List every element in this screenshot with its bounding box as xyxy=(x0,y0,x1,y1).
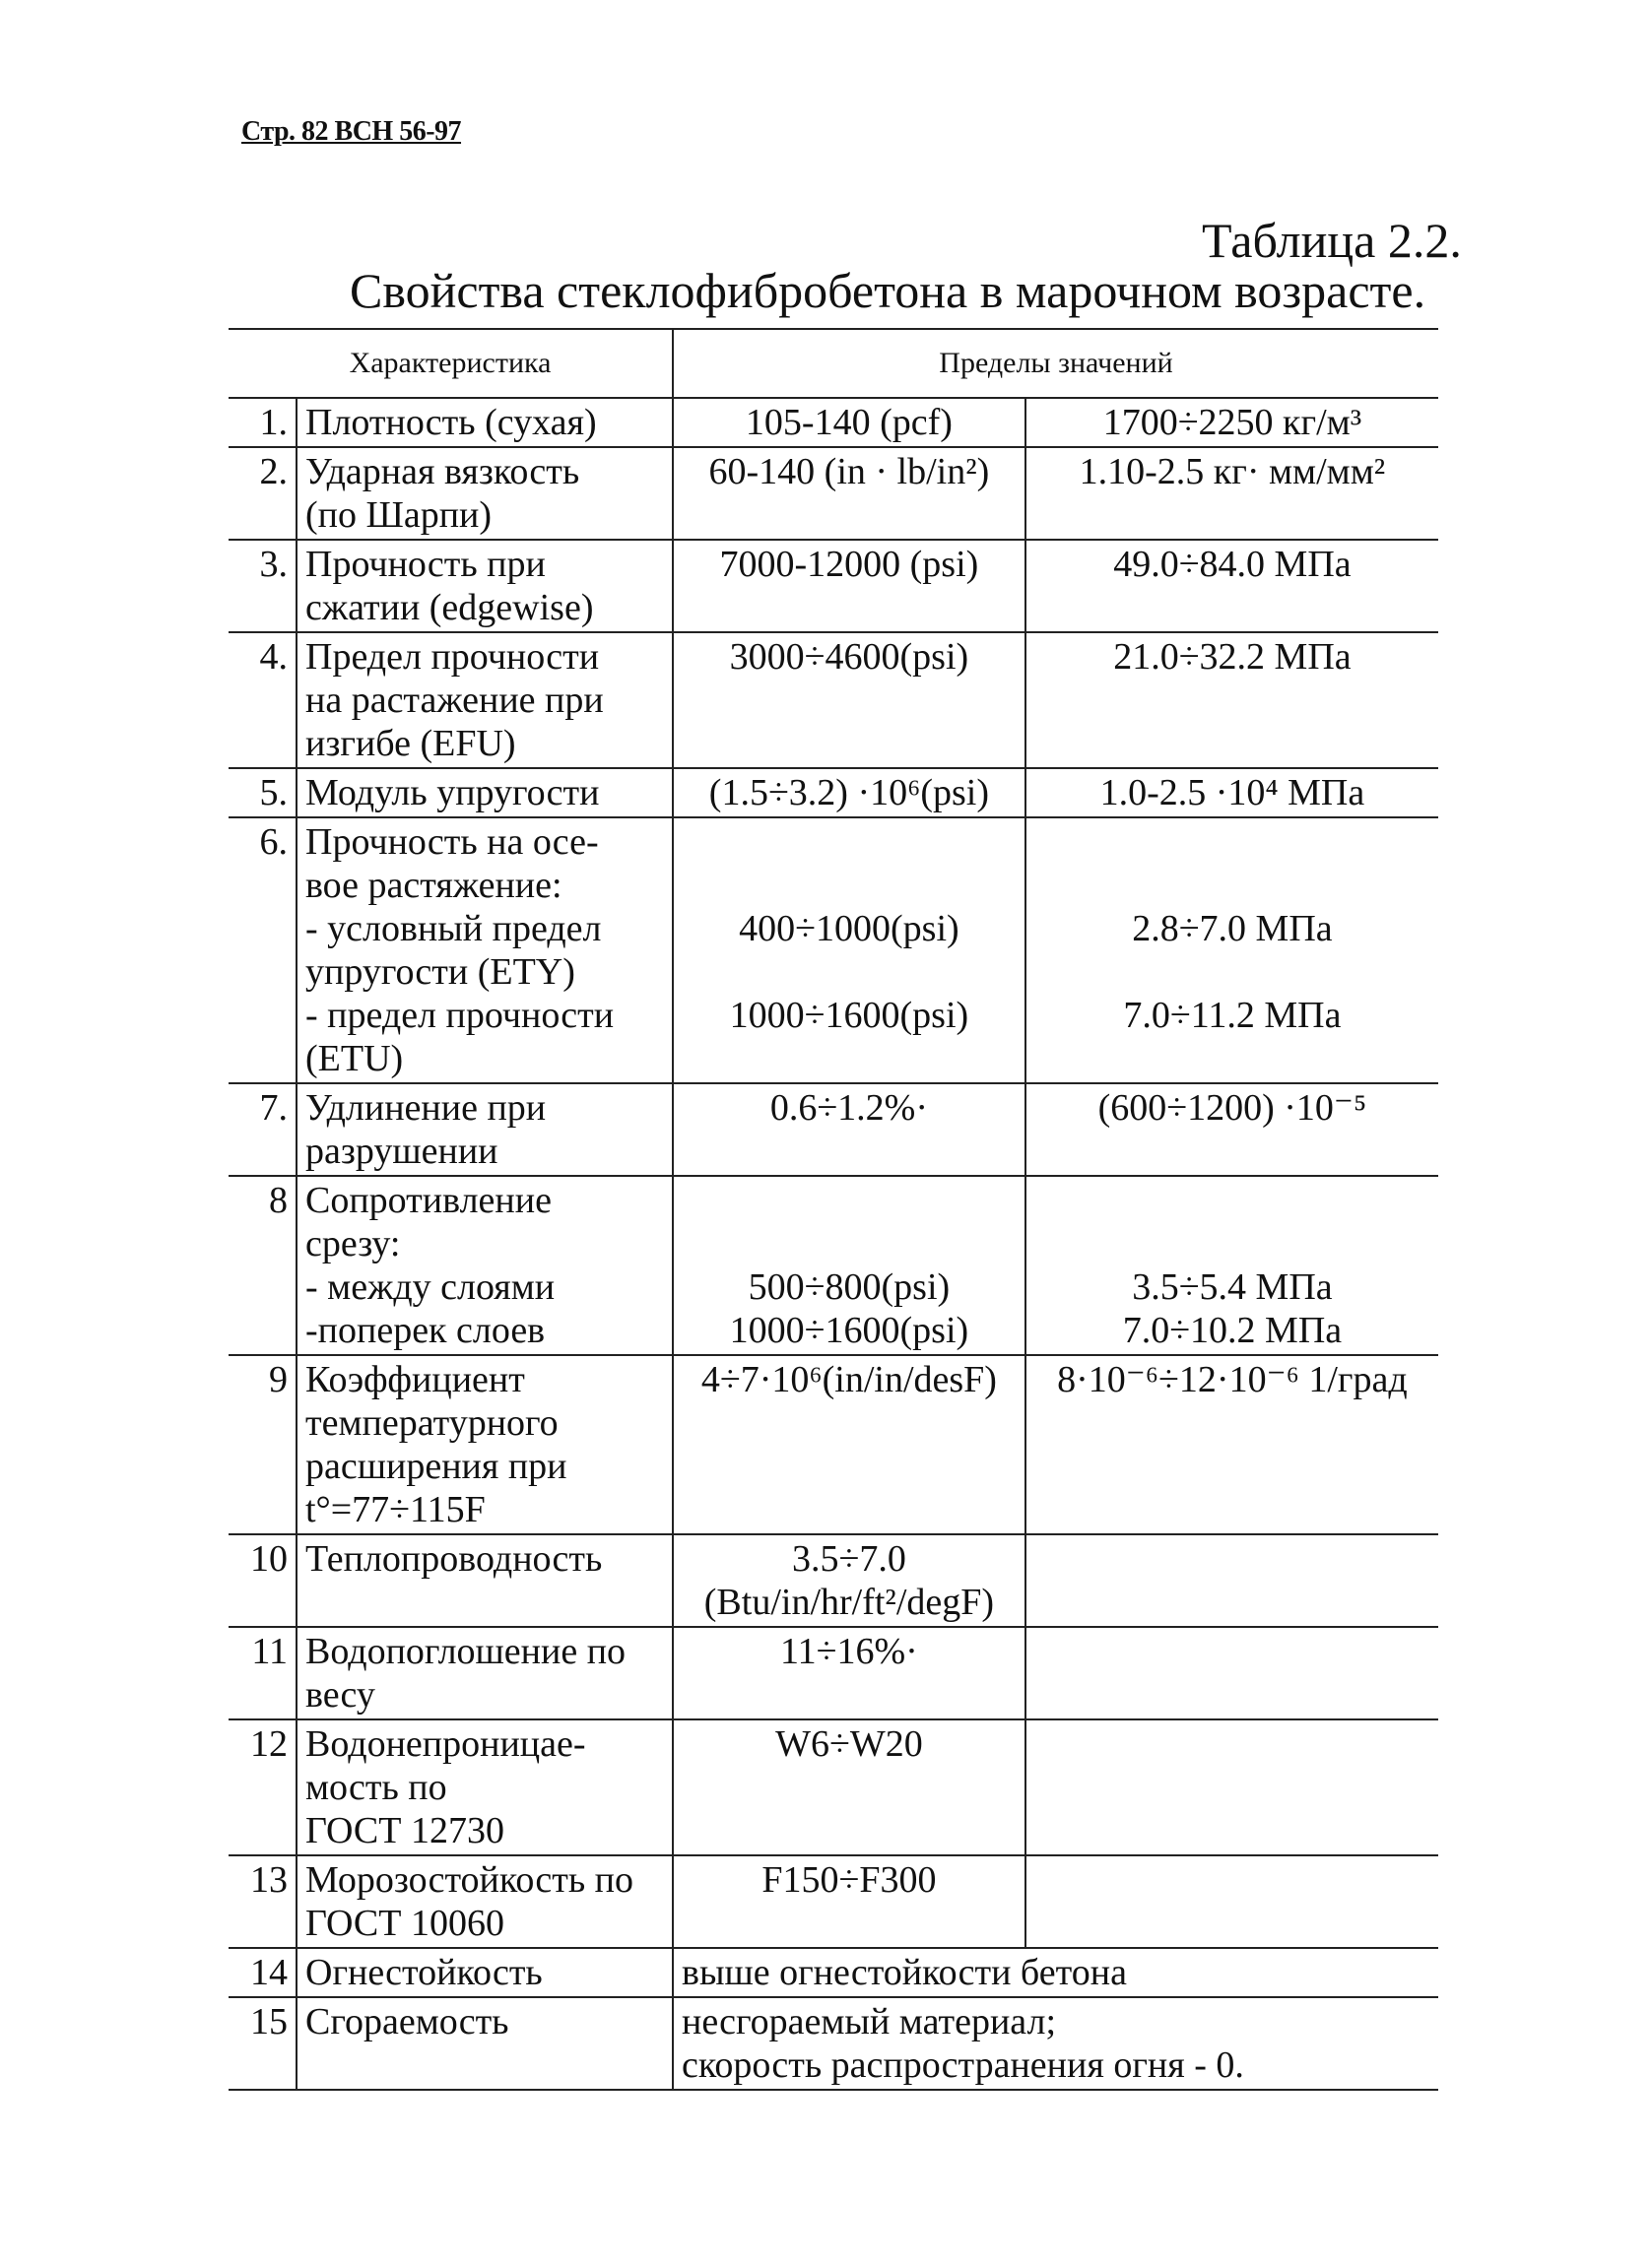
table-row xyxy=(229,1855,1438,1948)
table-row xyxy=(229,768,1438,817)
value-imperial-cell xyxy=(673,540,1025,632)
value-metric-cell-line xyxy=(1034,950,1430,994)
characteristic-cell-line: (ETU) xyxy=(305,1038,404,1079)
value-metric-cell-line: 1.10-2.5 кг· мм/мм² xyxy=(1079,451,1386,492)
table-row xyxy=(229,1176,1438,1355)
value-metric-cell xyxy=(1025,447,1438,540)
characteristic-cell-line: Водопоглошение по xyxy=(305,1631,627,1672)
value-imperial-cell xyxy=(673,1855,1025,1948)
row-number: 1. xyxy=(229,398,297,447)
table-number: Таблица 2.2. xyxy=(1202,213,1462,268)
characteristic-cell-line: Модуль упругости xyxy=(305,772,600,813)
row-number: 7. xyxy=(229,1083,297,1176)
value-metric-cell-line: 49.0÷84.0 МПа xyxy=(1113,544,1352,585)
header-characteristic: Характеристика xyxy=(229,329,673,398)
characteristic-cell-line: разрушении xyxy=(305,1131,498,1172)
characteristic-cell-line: весу xyxy=(305,1674,375,1716)
characteristic-cell xyxy=(297,1719,673,1855)
value-metric-cell-line xyxy=(1034,1858,1430,1902)
characteristic-cell xyxy=(297,1083,673,1176)
value-imperial-cell-line: 7000-12000 (psi) xyxy=(719,544,979,585)
value-metric-cell-line: 7.0÷10.2 МПа xyxy=(1122,1310,1343,1351)
value-imperial-cell-line: W6÷W20 xyxy=(775,1723,923,1765)
table-row xyxy=(229,1083,1438,1176)
characteristic-cell-line: Сгораемость xyxy=(305,2001,509,2042)
value-imperial-cell xyxy=(673,632,1025,768)
value-imperial-cell-line: 105-140 (pcf) xyxy=(745,402,953,443)
value-imperial-cell xyxy=(673,1176,1025,1355)
value-imperial-cell-line: 11÷16%· xyxy=(780,1631,918,1672)
value-metric-cell xyxy=(1025,1534,1438,1627)
value-metric-cell-line: 3.5÷5.4 МПа xyxy=(1132,1266,1333,1308)
characteristic-cell-line: Сопротивление xyxy=(305,1180,552,1221)
value-wide-cell xyxy=(673,1948,1438,1997)
value-imperial-cell-line xyxy=(682,820,1017,864)
characteristic-cell xyxy=(297,1176,673,1355)
characteristic-cell xyxy=(297,447,673,540)
characteristic-cell xyxy=(297,1534,673,1627)
value-imperial-cell xyxy=(673,447,1025,540)
characteristic-cell xyxy=(297,768,673,817)
table-row xyxy=(229,447,1438,540)
value-metric-cell-line: 7.0÷11.2 МПа xyxy=(1123,995,1342,1036)
properties-table xyxy=(229,328,1438,2091)
characteristic-cell-line: Предел прочности xyxy=(305,636,600,678)
value-imperial-cell xyxy=(673,817,1025,1083)
row-number: 10 xyxy=(229,1534,297,1627)
characteristic-cell xyxy=(297,1948,673,1997)
value-imperial-cell-line: 0.6÷1.2%· xyxy=(769,1087,928,1129)
row-number: 6. xyxy=(229,817,297,1083)
table-row xyxy=(229,1355,1438,1534)
characteristic-cell-line: Удлинение при xyxy=(305,1087,547,1129)
value-metric-cell xyxy=(1025,1855,1438,1948)
value-metric-cell xyxy=(1025,1627,1438,1719)
table-body xyxy=(229,398,1438,2090)
characteristic-cell xyxy=(297,632,673,768)
value-metric-cell-line xyxy=(1034,1222,1430,1265)
row-number: 5. xyxy=(229,768,297,817)
value-imperial-cell xyxy=(673,1534,1025,1627)
table-row xyxy=(229,632,1438,768)
value-imperial-cell-line: F150÷F300 xyxy=(761,1859,937,1901)
table-row xyxy=(229,1948,1438,1997)
value-imperial-cell xyxy=(673,1355,1025,1534)
value-imperial-cell-line xyxy=(682,1222,1017,1265)
value-imperial-cell xyxy=(673,398,1025,447)
characteristic-cell-line: ГОСТ 12730 xyxy=(305,1810,504,1851)
value-metric-cell xyxy=(1025,632,1438,768)
characteristic-cell-line: Прочность при xyxy=(305,544,546,585)
value-metric-cell-line xyxy=(1034,1630,1430,1673)
characteristic-cell-line: температурного xyxy=(305,1402,559,1444)
characteristic-cell-line: -поперек слоев xyxy=(305,1310,546,1351)
value-imperial-cell-line: (1.5÷3.2) ·10⁶(psi) xyxy=(708,772,990,813)
row-number: 12 xyxy=(229,1719,297,1855)
value-imperial-cell-line xyxy=(682,864,1017,907)
table-title: Свойства стеклофибробетона в марочном возрасте. xyxy=(350,263,1426,318)
value-metric-cell-line: 1.0-2.5 ·10⁴ МПа xyxy=(1099,772,1365,813)
value-imperial-cell-line: 500÷800(psi) xyxy=(748,1266,951,1308)
value-metric-cell xyxy=(1025,817,1438,1083)
value-metric-cell xyxy=(1025,768,1438,817)
header-values: Пределы значений xyxy=(673,329,1438,398)
value-imperial-cell xyxy=(673,1627,1025,1719)
value-metric-cell-line: (600÷1200) ·10⁻⁵ xyxy=(1097,1087,1367,1129)
row-number: 13 xyxy=(229,1855,297,1948)
characteristic-cell-line: (по Шарпи) xyxy=(305,494,493,536)
characteristic-cell-line: сжатии (edgewise) xyxy=(305,587,594,628)
row-number: 9 xyxy=(229,1355,297,1534)
value-imperial-cell-line xyxy=(682,950,1017,994)
value-metric-cell xyxy=(1025,1719,1438,1855)
characteristic-cell-line: изгибе (EFU) xyxy=(305,723,516,764)
row-number: 4. xyxy=(229,632,297,768)
table-row xyxy=(229,817,1438,1083)
row-number: 15 xyxy=(229,1997,297,2090)
value-imperial-cell-line xyxy=(682,1179,1017,1222)
characteristic-cell xyxy=(297,1855,673,1948)
table-row xyxy=(229,1719,1438,1855)
value-imperial-cell-line: (Btu/in/hr/ft²/degF) xyxy=(703,1582,995,1623)
characteristic-cell-line: ГОСТ 10060 xyxy=(305,1903,504,1944)
characteristic-cell-line: Коэффициент xyxy=(305,1359,525,1400)
characteristic-cell xyxy=(297,1627,673,1719)
characteristic-cell xyxy=(297,1355,673,1534)
characteristic-cell-line: на растажение при xyxy=(305,680,604,721)
table-row xyxy=(229,540,1438,632)
characteristic-cell-line: t°=77÷115F xyxy=(305,1489,486,1530)
value-metric-cell-line: 8·10⁻⁶÷12·10⁻⁶ 1/град xyxy=(1057,1359,1408,1400)
value-wide-cell-line: несгораемый материал; xyxy=(682,2001,1056,2042)
table-row xyxy=(229,1534,1438,1627)
characteristic-cell-line: вое растяжение: xyxy=(305,865,562,906)
characteristic-cell-line: Плотность (сухая) xyxy=(305,402,597,443)
value-metric-cell-line xyxy=(1034,864,1430,907)
characteristic-cell-line: - между слоями xyxy=(305,1266,556,1308)
value-metric-cell-line xyxy=(1034,1537,1430,1581)
page-header: Стр. 82 ВСН 56-97 xyxy=(241,116,462,147)
value-wide-cell-line: выше огнестойкости бетона xyxy=(682,1952,1127,1993)
characteristic-cell xyxy=(297,398,673,447)
row-number: 11 xyxy=(229,1627,297,1719)
value-imperial-cell-line: 3.5÷7.0 xyxy=(791,1538,906,1580)
value-metric-cell-line: 1700÷2250 кг/м³ xyxy=(1102,402,1362,443)
value-imperial-cell-line: 60-140 (in · lb/in²) xyxy=(708,451,990,492)
characteristic-cell-line: Морозостойкость по xyxy=(305,1859,634,1901)
row-number: 8 xyxy=(229,1176,297,1355)
value-metric-cell xyxy=(1025,1355,1438,1534)
value-imperial-cell-line: 1000÷1600(psi) xyxy=(729,1310,969,1351)
characteristic-cell-line: упругости (ETY) xyxy=(305,951,575,993)
value-metric-cell-line: 2.8÷7.0 МПа xyxy=(1132,908,1333,949)
value-imperial-cell-line: 3000÷4600(psi) xyxy=(729,636,969,678)
row-number: 14 xyxy=(229,1948,297,1997)
characteristic-cell-line: срезу: xyxy=(305,1223,401,1264)
value-metric-cell-line xyxy=(1034,1722,1430,1766)
value-metric-cell-line: 21.0÷32.2 МПа xyxy=(1113,636,1352,678)
value-imperial-cell xyxy=(673,1719,1025,1855)
value-metric-cell xyxy=(1025,1083,1438,1176)
table-row xyxy=(229,398,1438,447)
characteristic-cell-line: мость по xyxy=(305,1767,447,1808)
characteristic-cell-line: Водонепроницае- xyxy=(305,1723,586,1765)
value-imperial-cell xyxy=(673,1083,1025,1176)
characteristic-cell-line: - условный предел xyxy=(305,908,602,949)
table-header-row xyxy=(229,329,1438,398)
value-metric-cell xyxy=(1025,1176,1438,1355)
characteristic-cell-line: Ударная вязкость xyxy=(305,451,580,492)
value-metric-cell-line xyxy=(1034,1179,1430,1222)
value-wide-cell xyxy=(673,1997,1438,2090)
value-wide-cell-line: скорость распространения огня - 0. xyxy=(682,2044,1244,2086)
characteristic-cell-line: Прочность на осе- xyxy=(305,821,599,863)
characteristic-cell-line: расширения при xyxy=(305,1446,567,1487)
characteristic-cell xyxy=(297,540,673,632)
characteristic-cell-line: Теплопроводность xyxy=(305,1538,603,1580)
characteristic-cell xyxy=(297,1997,673,2090)
row-number: 3. xyxy=(229,540,297,632)
characteristic-cell-line: - предел прочности xyxy=(305,995,615,1036)
value-metric-cell xyxy=(1025,398,1438,447)
characteristic-cell-line: Огнестойкость xyxy=(305,1952,543,1993)
value-metric-cell xyxy=(1025,540,1438,632)
table-row xyxy=(229,1997,1438,2090)
value-imperial-cell-line: 400÷1000(psi) xyxy=(739,908,959,949)
value-imperial-cell xyxy=(673,768,1025,817)
row-number: 2. xyxy=(229,447,297,540)
value-metric-cell-line xyxy=(1034,820,1430,864)
value-imperial-cell-line: 1000÷1600(psi) xyxy=(729,995,969,1036)
table-row xyxy=(229,1627,1438,1719)
characteristic-cell xyxy=(297,817,673,1083)
value-imperial-cell-line: 4÷7·10⁶(in/in/desF) xyxy=(700,1359,997,1400)
